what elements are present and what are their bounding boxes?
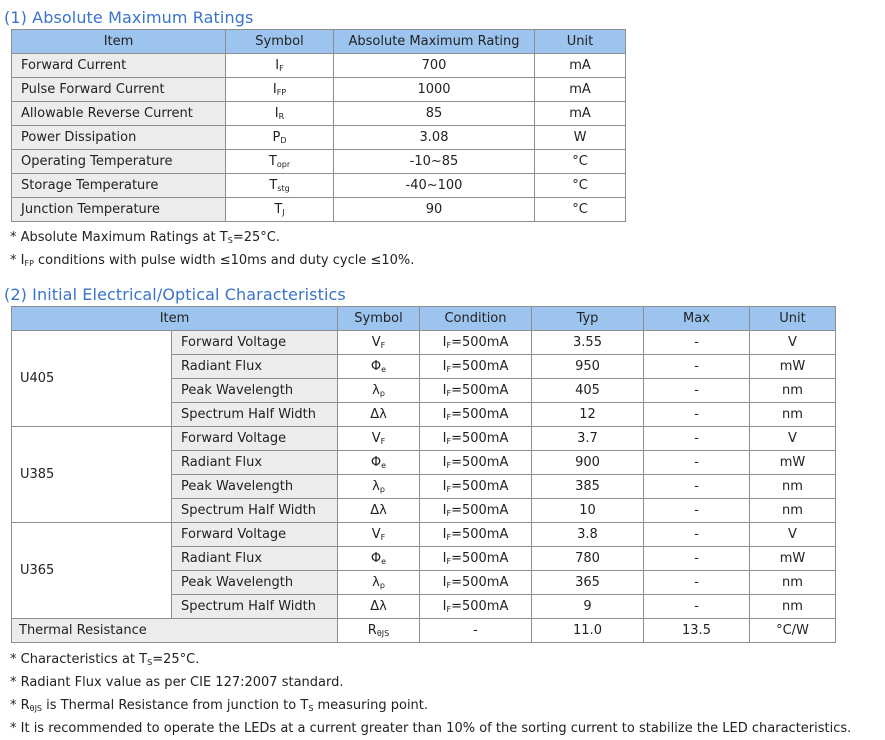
symbol-cell bbox=[338, 499, 420, 523]
rating-cell: 3.08 bbox=[334, 126, 535, 150]
header-typ: Typ bbox=[532, 307, 644, 331]
parameter-cell: Radiant Flux bbox=[172, 547, 338, 571]
rating-cell: 700 bbox=[334, 54, 535, 78]
condition-base: I bbox=[442, 575, 447, 590]
condition-subscript: F bbox=[446, 389, 452, 398]
condition-value: =500mA bbox=[451, 551, 509, 566]
footnote-text: * I bbox=[10, 253, 25, 268]
typ-cell: 900 bbox=[532, 451, 644, 475]
typ-cell: 10 bbox=[532, 499, 644, 523]
max-cell: - bbox=[644, 355, 750, 379]
condition-base: I bbox=[442, 551, 447, 566]
typ-cell: 780 bbox=[532, 547, 644, 571]
group-label: U405 bbox=[12, 331, 172, 427]
symbol-base: λ bbox=[372, 575, 380, 590]
group-label: U365 bbox=[12, 523, 172, 619]
parameter-cell: Forward Voltage bbox=[172, 331, 338, 355]
footnote bbox=[10, 717, 851, 740]
max-cell: - bbox=[644, 379, 750, 403]
footnote-subscript: S bbox=[227, 236, 233, 245]
table-row-thermal bbox=[12, 619, 836, 643]
condition-cell bbox=[420, 427, 532, 451]
header-symbol: Symbol bbox=[226, 30, 334, 54]
table-row bbox=[12, 331, 836, 355]
header-unit: Unit bbox=[535, 30, 626, 54]
max-cell: - bbox=[644, 523, 750, 547]
condition-cell bbox=[420, 547, 532, 571]
condition-cell bbox=[420, 499, 532, 523]
item-cell: Operating Temperature bbox=[12, 150, 226, 174]
item-cell: Thermal Resistance bbox=[12, 619, 338, 643]
item-cell: Forward Current bbox=[12, 54, 226, 78]
table-row bbox=[12, 150, 626, 174]
condition-base: I bbox=[442, 503, 447, 518]
typ-cell: 3.7 bbox=[532, 427, 644, 451]
header-condition: Condition bbox=[420, 307, 532, 331]
parameter-cell: Peak Wavelength bbox=[172, 475, 338, 499]
item-cell: Allowable Reverse Current bbox=[12, 102, 226, 126]
symbol-cell bbox=[226, 102, 334, 126]
typ-cell: 365 bbox=[532, 571, 644, 595]
header-max: Max bbox=[644, 307, 750, 331]
typ-cell: 11.0 bbox=[532, 619, 644, 643]
section2-notes bbox=[10, 648, 851, 740]
condition-cell bbox=[420, 355, 532, 379]
footnote-text-tail: is Thermal Resistance from junction to T bbox=[42, 698, 309, 713]
unit-cell: V bbox=[750, 523, 836, 547]
unit-cell: nm bbox=[750, 403, 836, 427]
header-rating: Absolute Maximum Rating bbox=[334, 30, 535, 54]
condition-base: I bbox=[442, 383, 447, 398]
symbol-base: T bbox=[269, 178, 278, 193]
table-row bbox=[12, 78, 626, 102]
symbol-subscript: e bbox=[381, 557, 387, 566]
symbol-base: V bbox=[371, 431, 381, 446]
footnote-subscript: S bbox=[147, 658, 153, 667]
max-cell: - bbox=[644, 571, 750, 595]
condition-cell bbox=[420, 595, 532, 619]
footnote-text: * Absolute Maximum Ratings at T bbox=[10, 230, 228, 245]
symbol-cell bbox=[338, 331, 420, 355]
unit-cell: V bbox=[750, 427, 836, 451]
max-cell: - bbox=[644, 499, 750, 523]
unit-cell: mA bbox=[535, 54, 626, 78]
symbol-subscript: F bbox=[380, 533, 386, 542]
unit-cell: W bbox=[535, 126, 626, 150]
symbol-base: Φ bbox=[370, 359, 382, 374]
symbol-base: T bbox=[274, 202, 283, 217]
symbol-base: Δλ bbox=[370, 407, 387, 422]
condition-base: I bbox=[442, 359, 447, 374]
symbol-base: I bbox=[272, 82, 277, 97]
footnote-text: * Characteristics at T bbox=[10, 652, 148, 667]
symbol-cell bbox=[338, 403, 420, 427]
symbol-base: I bbox=[274, 106, 279, 121]
condition-cell bbox=[420, 331, 532, 355]
footnote bbox=[10, 226, 414, 249]
symbol-subscript: opr bbox=[276, 160, 291, 169]
symbol-base: P bbox=[272, 130, 281, 145]
symbol-base: V bbox=[371, 527, 381, 542]
unit-cell: °C/W bbox=[750, 619, 836, 643]
absolute-max-ratings-table bbox=[11, 29, 626, 222]
symbol-cell bbox=[338, 379, 420, 403]
symbol-cell bbox=[338, 547, 420, 571]
condition-value: =500mA bbox=[451, 527, 509, 542]
symbol-cell bbox=[338, 427, 420, 451]
footnote-text-tail: =25°C. bbox=[152, 652, 200, 667]
max-cell: - bbox=[644, 475, 750, 499]
item-cell: Power Dissipation bbox=[12, 126, 226, 150]
condition-value: =500mA bbox=[451, 335, 509, 350]
symbol-base: Φ bbox=[370, 551, 382, 566]
condition-base: I bbox=[442, 479, 447, 494]
footnote bbox=[10, 671, 851, 694]
table-header-row bbox=[12, 307, 836, 331]
footnote-subscript: θJS bbox=[29, 704, 43, 713]
table-row bbox=[12, 174, 626, 198]
symbol-cell bbox=[338, 595, 420, 619]
section1-notes bbox=[10, 226, 414, 272]
item-cell: Pulse Forward Current bbox=[12, 78, 226, 102]
rating-cell: 1000 bbox=[334, 78, 535, 102]
condition-cell bbox=[420, 379, 532, 403]
table-row bbox=[12, 102, 626, 126]
table-row bbox=[12, 427, 836, 451]
symbol-cell bbox=[338, 355, 420, 379]
condition-value: =500mA bbox=[451, 503, 509, 518]
symbol-subscript: stg bbox=[277, 184, 290, 193]
parameter-cell: Radiant Flux bbox=[172, 355, 338, 379]
symbol-subscript: FP bbox=[276, 88, 287, 97]
table-row bbox=[12, 198, 626, 222]
footnote bbox=[10, 694, 851, 717]
parameter-cell: Radiant Flux bbox=[172, 451, 338, 475]
condition-base: I bbox=[442, 455, 447, 470]
footnote-subscript: FP bbox=[24, 259, 34, 268]
footnote-text-tail: =25°C. bbox=[232, 230, 280, 245]
symbol-base: T bbox=[268, 154, 277, 169]
symbol-cell bbox=[338, 619, 420, 643]
condition-value: =500mA bbox=[451, 479, 509, 494]
symbol-cell bbox=[338, 571, 420, 595]
unit-cell: °C bbox=[535, 150, 626, 174]
symbol-subscript: D bbox=[280, 136, 287, 145]
footnote-text: * R bbox=[10, 698, 30, 713]
symbol-subscript: F bbox=[380, 437, 386, 446]
item-cell: Storage Temperature bbox=[12, 174, 226, 198]
condition-subscript: F bbox=[446, 365, 452, 374]
condition-subscript: F bbox=[446, 581, 452, 590]
condition-value: =500mA bbox=[451, 359, 509, 374]
footnote-text-tail: conditions with pulse width ≤10ms and duty cycle ≤10%. bbox=[33, 253, 415, 268]
section-title-absolute-max: (1) Absolute Maximum Ratings bbox=[4, 8, 254, 27]
symbol-base: λ bbox=[372, 479, 380, 494]
max-cell: 13.5 bbox=[644, 619, 750, 643]
symbol-cell bbox=[226, 174, 334, 198]
rating-cell: -10~85 bbox=[334, 150, 535, 174]
condition-base: I bbox=[442, 599, 447, 614]
symbol-cell bbox=[338, 475, 420, 499]
symbol-cell bbox=[338, 451, 420, 475]
symbol-subscript: F bbox=[279, 64, 284, 73]
unit-cell: nm bbox=[750, 595, 836, 619]
max-cell: - bbox=[644, 451, 750, 475]
condition-subscript: F bbox=[446, 557, 452, 566]
symbol-cell bbox=[338, 523, 420, 547]
rating-cell: 90 bbox=[334, 198, 535, 222]
symbol-subscript: R bbox=[278, 112, 285, 121]
unit-cell: mA bbox=[535, 78, 626, 102]
max-cell: - bbox=[644, 331, 750, 355]
typ-cell: 950 bbox=[532, 355, 644, 379]
header-item: Item bbox=[12, 30, 226, 54]
footnote-subscript: S bbox=[308, 704, 314, 713]
table-row bbox=[12, 126, 626, 150]
symbol-base: Δλ bbox=[370, 503, 387, 518]
symbol-subscript: e bbox=[381, 461, 387, 470]
condition-value: =500mA bbox=[451, 383, 509, 398]
condition-cell bbox=[420, 571, 532, 595]
unit-cell: mA bbox=[535, 102, 626, 126]
max-cell: - bbox=[644, 595, 750, 619]
symbol-subscript: F bbox=[380, 341, 386, 350]
footnote bbox=[10, 648, 851, 671]
symbol-subscript: J bbox=[282, 208, 285, 217]
header-item: Item bbox=[12, 307, 338, 331]
parameter-cell: Spectrum Half Width bbox=[172, 499, 338, 523]
symbol-base: R bbox=[367, 623, 377, 638]
symbol-subscript: p bbox=[379, 389, 385, 398]
footnote-text: * Radiant Flux value as per CIE 127:2007 standard. bbox=[10, 675, 344, 690]
condition-base: I bbox=[442, 431, 447, 446]
symbol-base: V bbox=[371, 335, 381, 350]
table-header-row bbox=[12, 30, 626, 54]
unit-cell: mW bbox=[750, 451, 836, 475]
symbol-base: Δλ bbox=[370, 599, 387, 614]
parameter-cell: Forward Voltage bbox=[172, 427, 338, 451]
symbol-subscript: p bbox=[379, 581, 385, 590]
condition-subscript: F bbox=[446, 413, 452, 422]
typ-cell: 3.8 bbox=[532, 523, 644, 547]
condition-value: =500mA bbox=[451, 431, 509, 446]
section-title-electrical-optical: (2) Initial Electrical/Optical Characteristics bbox=[4, 285, 346, 304]
condition-base: I bbox=[442, 335, 447, 350]
parameter-cell: Peak Wavelength bbox=[172, 379, 338, 403]
unit-cell: nm bbox=[750, 499, 836, 523]
condition-base: I bbox=[442, 527, 447, 542]
condition-cell bbox=[420, 475, 532, 499]
unit-cell: nm bbox=[750, 571, 836, 595]
header-symbol: Symbol bbox=[338, 307, 420, 331]
condition-value: =500mA bbox=[451, 575, 509, 590]
condition-subscript: F bbox=[446, 509, 452, 518]
unit-cell: mW bbox=[750, 355, 836, 379]
typ-cell: 9 bbox=[532, 595, 644, 619]
symbol-cell bbox=[226, 126, 334, 150]
symbol-subscript: p bbox=[379, 485, 385, 494]
footnote-text: * It is recommended to operate the LEDs at a current greater than 10% of the sorting current to stabilize the LED characteristics. bbox=[10, 721, 852, 736]
parameter-cell: Spectrum Half Width bbox=[172, 595, 338, 619]
footnote-text-tail: measuring point. bbox=[313, 698, 429, 713]
typ-cell: 405 bbox=[532, 379, 644, 403]
max-cell: - bbox=[644, 427, 750, 451]
parameter-cell: Spectrum Half Width bbox=[172, 403, 338, 427]
condition-subscript: F bbox=[446, 341, 452, 350]
symbol-base: λ bbox=[372, 383, 380, 398]
condition-cell bbox=[420, 523, 532, 547]
symbol-subscript: θJS bbox=[376, 629, 390, 638]
unit-cell: °C bbox=[535, 198, 626, 222]
unit-cell: nm bbox=[750, 475, 836, 499]
typ-cell: 3.55 bbox=[532, 331, 644, 355]
table-row bbox=[12, 54, 626, 78]
condition-subscript: F bbox=[446, 605, 452, 614]
item-cell: Junction Temperature bbox=[12, 198, 226, 222]
symbol-subscript: e bbox=[381, 365, 387, 374]
symbol-cell bbox=[226, 198, 334, 222]
unit-cell: V bbox=[750, 331, 836, 355]
rating-cell: -40~100 bbox=[334, 174, 535, 198]
electrical-optical-table bbox=[11, 306, 836, 643]
condition-subscript: F bbox=[446, 533, 452, 542]
max-cell: - bbox=[644, 403, 750, 427]
typ-cell: 12 bbox=[532, 403, 644, 427]
parameter-cell: Peak Wavelength bbox=[172, 571, 338, 595]
footnote bbox=[10, 249, 414, 272]
condition-cell bbox=[420, 451, 532, 475]
symbol-cell bbox=[226, 78, 334, 102]
symbol-cell bbox=[226, 150, 334, 174]
condition-base: I bbox=[442, 407, 447, 422]
table-row bbox=[12, 523, 836, 547]
header-unit: Unit bbox=[750, 307, 836, 331]
condition-subscript: F bbox=[446, 461, 452, 470]
condition-subscript: F bbox=[446, 437, 452, 446]
parameter-cell: Forward Voltage bbox=[172, 523, 338, 547]
condition-cell: - bbox=[420, 619, 532, 643]
rating-cell: 85 bbox=[334, 102, 535, 126]
symbol-base: Φ bbox=[370, 455, 382, 470]
condition-subscript: F bbox=[446, 485, 452, 494]
group-label: U385 bbox=[12, 427, 172, 523]
condition-value: =500mA bbox=[451, 599, 509, 614]
symbol-cell bbox=[226, 54, 334, 78]
symbol-base: I bbox=[275, 58, 280, 73]
unit-cell: nm bbox=[750, 379, 836, 403]
unit-cell: mW bbox=[750, 547, 836, 571]
condition-cell bbox=[420, 403, 532, 427]
max-cell: - bbox=[644, 547, 750, 571]
condition-value: =500mA bbox=[451, 455, 509, 470]
condition-value: =500mA bbox=[451, 407, 509, 422]
typ-cell: 385 bbox=[532, 475, 644, 499]
unit-cell: °C bbox=[535, 174, 626, 198]
